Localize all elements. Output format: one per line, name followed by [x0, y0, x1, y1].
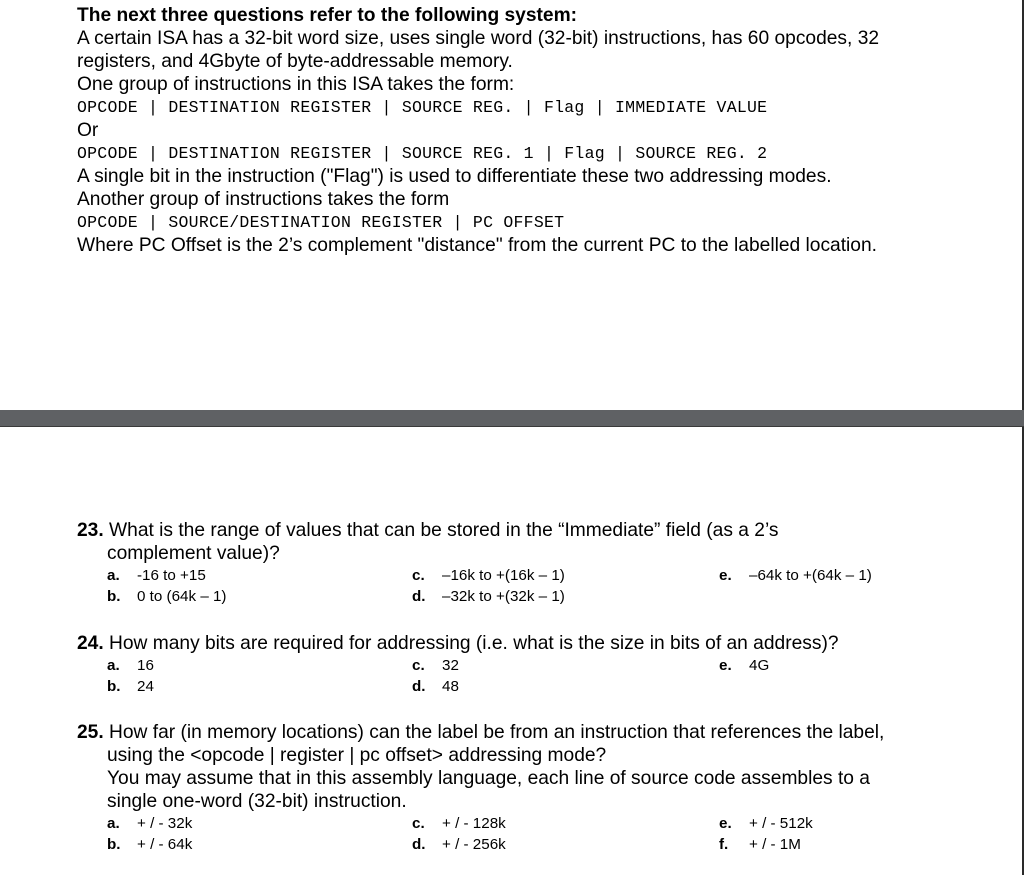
- flag-description: A single bit in the instruction ("Flag") is used to differentiate these two addressing modes.: [77, 166, 832, 187]
- page-divider-edge: [0, 426, 1024, 427]
- page-divider: [0, 410, 1024, 427]
- choice-b[interactable]: b. 0 to (64k – 1): [107, 588, 227, 605]
- choice-b[interactable]: b. 24: [107, 678, 154, 695]
- answer-choices: [77, 813, 977, 855]
- choice-a[interactable]: a. + / - 32k: [107, 815, 193, 832]
- choice-e[interactable]: e. + / - 512k: [719, 815, 813, 832]
- instruction-format-immediate: OPCODE | DESTINATION REGISTER | SOURCE REG. | Flag | IMMEDIATE VALUE: [77, 98, 768, 117]
- choice-d[interactable]: d. 48: [412, 678, 459, 695]
- another-group-text: Another group of instructions takes the form: [77, 189, 450, 210]
- question-number: 23.: [77, 520, 104, 541]
- question-text: What is the range of values that can be stored in the “Immediate” field (as a 2’s: [109, 520, 779, 541]
- choice-e[interactable]: e. –64k to +(64k – 1): [719, 567, 872, 584]
- question-25: [77, 721, 977, 855]
- choice-c[interactable]: c. 32: [412, 657, 459, 674]
- or-text: Or: [77, 120, 99, 141]
- instruction-format-register: OPCODE | DESTINATION REGISTER | SOURCE REG. 1 | Flag | SOURCE REG. 2: [77, 144, 768, 163]
- question-number: 24.: [77, 633, 104, 654]
- question-text: How many bits are required for addressing (i.e. what is the size in bits of an address)?: [109, 633, 839, 654]
- choice-c[interactable]: c. –16k to +(16k – 1): [412, 567, 565, 584]
- question-number: 25.: [77, 722, 104, 743]
- choice-c[interactable]: c. + / - 128k: [412, 815, 506, 832]
- choice-f[interactable]: f. + / - 1M: [719, 836, 801, 853]
- question-text: You may assume that in this assembly language, each line of source code assembles to a: [107, 768, 870, 789]
- answer-choices: [77, 655, 977, 697]
- question-24: [77, 632, 977, 697]
- question-text: using the <opcode | register | pc offset> addressing mode?: [107, 745, 607, 766]
- choice-a[interactable]: a. -16 to +15: [107, 567, 206, 584]
- instruction-format-pc-offset: OPCODE | SOURCE/DESTINATION REGISTER | PC OFFSET: [77, 213, 565, 232]
- intro-line: One group of instructions in this ISA takes the form:: [77, 74, 515, 95]
- intro-section: [77, 4, 977, 257]
- question-text: How far (in memory locations) can the label be from an instruction that references the label,: [109, 722, 885, 743]
- choice-e[interactable]: e. 4G: [719, 657, 770, 674]
- pc-offset-description: Where PC Offset is the 2’s complement "distance" from the current PC to the labelled location.: [77, 235, 877, 256]
- question-text: single one-word (32-bit) instruction.: [107, 791, 407, 812]
- intro-heading: The next three questions refer to the following system:: [77, 5, 578, 26]
- intro-line: registers, and 4Gbyte of byte-addressable memory.: [77, 51, 513, 72]
- question-text: complement value)?: [107, 543, 280, 564]
- question-23: [77, 519, 977, 607]
- choice-d[interactable]: d. + / - 256k: [412, 836, 506, 853]
- answer-choices: [77, 565, 977, 607]
- choice-b[interactable]: b. + / - 64k: [107, 836, 193, 853]
- choice-a[interactable]: a. 16: [107, 657, 154, 674]
- intro-line: A certain ISA has a 32-bit word size, uses single word (32-bit) instructions, has 60 opcodes, 32: [77, 28, 880, 49]
- choice-d[interactable]: d. –32k to +(32k – 1): [412, 588, 565, 605]
